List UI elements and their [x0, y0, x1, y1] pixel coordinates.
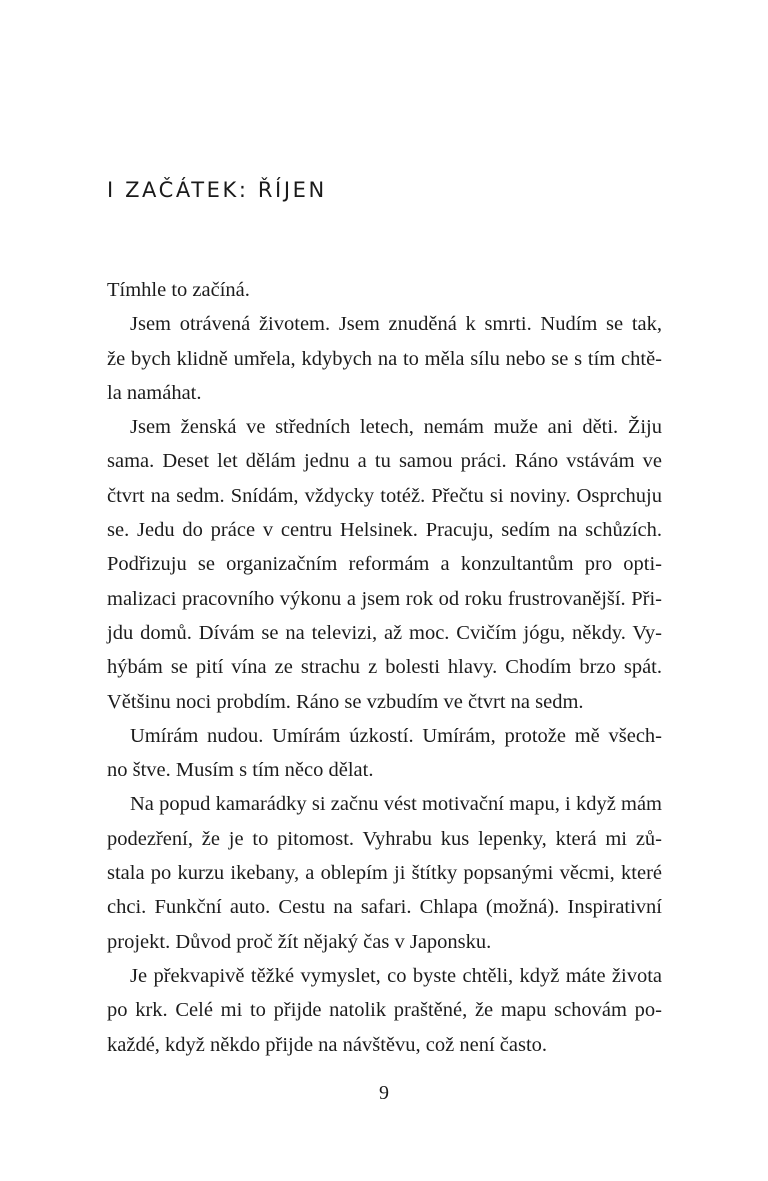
text-line: no štve. Musím s tím něco dělat. [107, 759, 374, 782]
text-line: Umírám nudou. Umírám úzkostí. Umírám, protože mě všech- [130, 724, 662, 747]
text-line: chci. Funkční auto. Cestu na safari. Chlapa (možná). Inspirativní [107, 896, 662, 919]
text-line: projekt. Důvod proč žít nějaký čas v Japonsku. [107, 930, 492, 953]
text-line: že bych klidně umřela, kdybych na to měla sílu nebo se s tím chtě- [107, 347, 662, 370]
text-line: Tímhle to začíná. [107, 279, 250, 301]
text-line: Podřizuju se organizačním reformám a konzultantům pro opti- [107, 553, 662, 576]
chapter-title: I ZAČÁTEK: ŘÍJEN [107, 178, 327, 202]
text-line: jdu domů. Dívám se na televizi, až moc. Cvičím jógu, někdy. Vy- [107, 621, 662, 644]
text-line: hýbám se pití vína ze strachu z bolesti hlavy. Chodím brzo spát. [107, 656, 662, 679]
text-line: Je překvapivě těžké vymyslet, co byste chtěli, když máte života [130, 964, 662, 987]
text-line: každé, když někdo přijde na návštěvu, což není často. [107, 1033, 548, 1056]
text-line: sama. Deset let dělám jednu a tu samou práci. Ráno vstávám ve [107, 450, 662, 473]
text-line: Většinu noci probdím. Ráno se vzbudím ve čtvrt na sedm. [107, 690, 584, 713]
text-line: Jsem otrávená životem. Jsem znuděná k smrti. Nudím se tak, [130, 313, 662, 336]
text-line: se. Jedu do práce v centru Helsinek. Pracuju, sedím na schůzích. [107, 519, 662, 542]
text-line: Na popud kamarádky si začnu vést motivační mapu, i když mám [130, 793, 662, 816]
chapter-body [107, 273, 662, 1062]
text-line: po krk. Celé mi to přijde natolik praštěné, že mapu schovám po- [107, 999, 662, 1022]
text-line: stala po kurzu ikebany, a oblepím ji štítky popsanými věcmi, které [107, 862, 662, 885]
text-line: Jsem ženská ve středních letech, nemám muže ani děti. Žiju [130, 416, 662, 439]
text-line: malizaci pracovního výkonu a jsem rok od roku frustrovanější. Při- [107, 587, 662, 610]
text-line: la namáhat. [107, 381, 202, 404]
text-line: podezření, že je to pitomost. Vyhrabu kus lepenky, která mi zů- [107, 827, 662, 850]
page-number: 9 [379, 1082, 389, 1104]
text-line: čtvrt na sedm. Snídám, vždycky totéž. Přečtu si noviny. Osprchuju [107, 484, 662, 507]
